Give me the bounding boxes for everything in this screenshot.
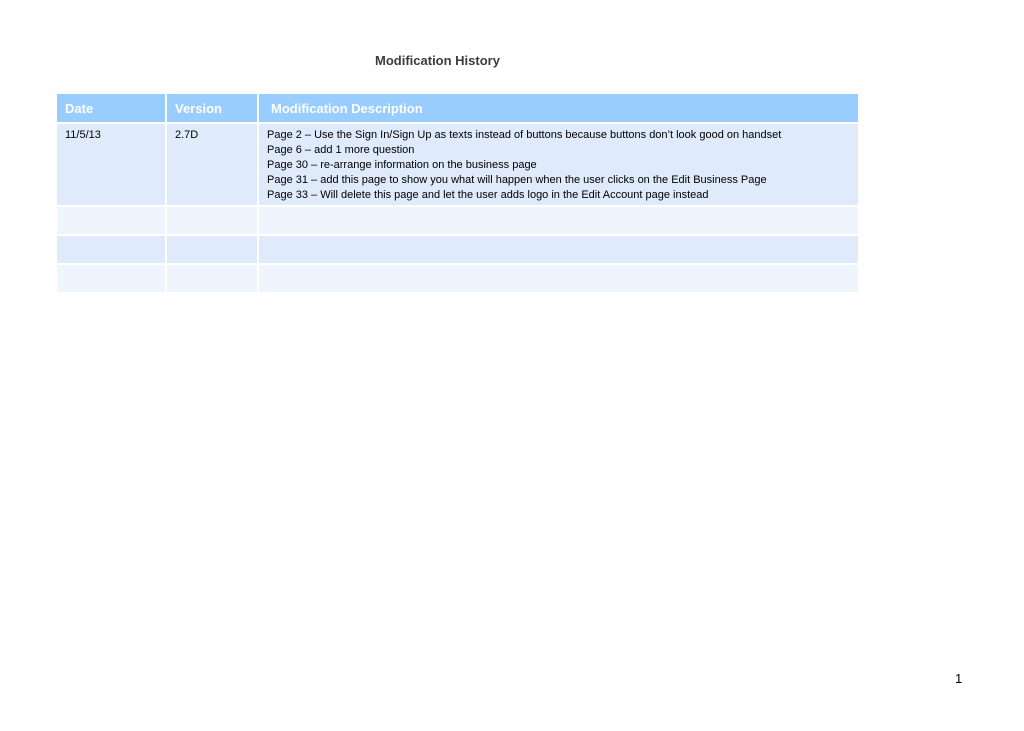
table-row-empty: [57, 235, 858, 264]
description-line: Page 33 – Will delete this page and let the user adds logo in the Edit Account page instead: [267, 189, 709, 201]
description-line: Page 31 – add this page to show you what will happen when the user clicks on the Edit Business Page: [267, 174, 767, 186]
description-line: Page 30 – re-arrange information on the business page: [267, 159, 537, 171]
cell-empty: [258, 235, 858, 264]
column-header-date: Date: [57, 94, 166, 123]
cell-empty: [166, 235, 258, 264]
cell-empty: [258, 264, 858, 292]
cell-date: 11/5/13: [57, 123, 166, 206]
cell-empty: [57, 206, 166, 235]
modification-history-table: [57, 94, 858, 292]
cell-empty: [57, 264, 166, 292]
cell-empty: [57, 235, 166, 264]
description-line: Page 6 – add 1 more question: [267, 144, 415, 156]
column-header-description: Modification Description: [258, 94, 858, 123]
table-row-empty: [57, 264, 858, 292]
table-header-row: [57, 94, 858, 123]
cell-version: 2.7D: [166, 123, 258, 206]
table-row-empty: [57, 206, 858, 235]
page-number: 1: [955, 671, 963, 686]
cell-empty: [166, 206, 258, 235]
column-header-version: Version: [166, 94, 258, 123]
cell-empty: [258, 206, 858, 235]
cell-empty: [166, 264, 258, 292]
table-row: [57, 123, 858, 206]
cell-description: [258, 123, 858, 206]
page-title: Modification History: [375, 53, 500, 68]
description-line: Page 2 – Use the Sign In/Sign Up as texts instead of buttons because buttons don’t look good on handset: [267, 129, 782, 141]
